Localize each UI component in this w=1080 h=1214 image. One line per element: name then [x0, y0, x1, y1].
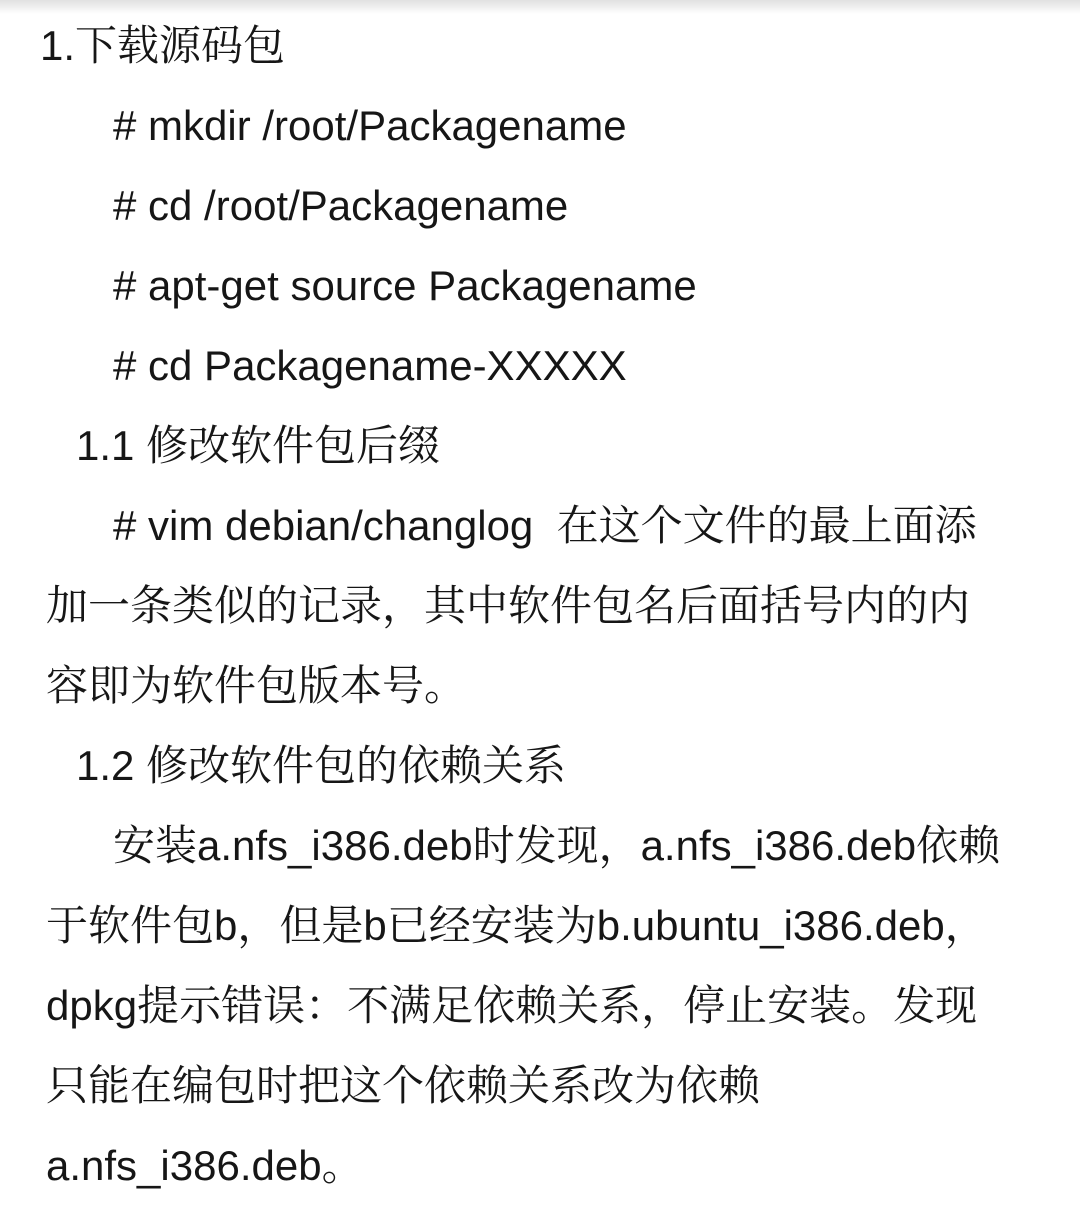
paragraph-line: 只能在编包时把这个依赖关系改为依赖 [46, 1062, 761, 1109]
paragraph-line: # vim debian/changlog 在这个文件的最上面添 [113, 502, 977, 549]
command-line: # apt-get source Packagename [113, 262, 697, 309]
paragraph-line: dpkg提示错误：不满足依赖关系，停止安装。发现 [46, 982, 978, 1029]
paragraph-line: 于软件包b，但是b已经安装为b.ubuntu_i386.deb， [46, 902, 987, 949]
section-1-heading: 1.下载源码包 [40, 22, 286, 69]
paragraph-line: a.nfs_i386.deb。 [46, 1142, 364, 1189]
section-1-2-heading: 1.2 修改软件包的依赖关系 [76, 742, 567, 789]
paragraph-line: 安装a.nfs_i386.deb时发现，a.nfs_i386.deb依赖 [113, 822, 1001, 869]
command-line: # cd /root/Packagename [113, 182, 569, 229]
command-line: # mkdir /root/Packagename [113, 102, 627, 149]
command-line: # cd Packagename-XXXXX [113, 342, 627, 389]
paragraph-line: 容即为软件包版本号。 [46, 662, 467, 709]
section-1-1-heading: 1.1 修改软件包后缀 [76, 422, 441, 469]
paragraph-line: 加一条类似的记录，其中软件包名后面括号内的内 [46, 582, 971, 629]
